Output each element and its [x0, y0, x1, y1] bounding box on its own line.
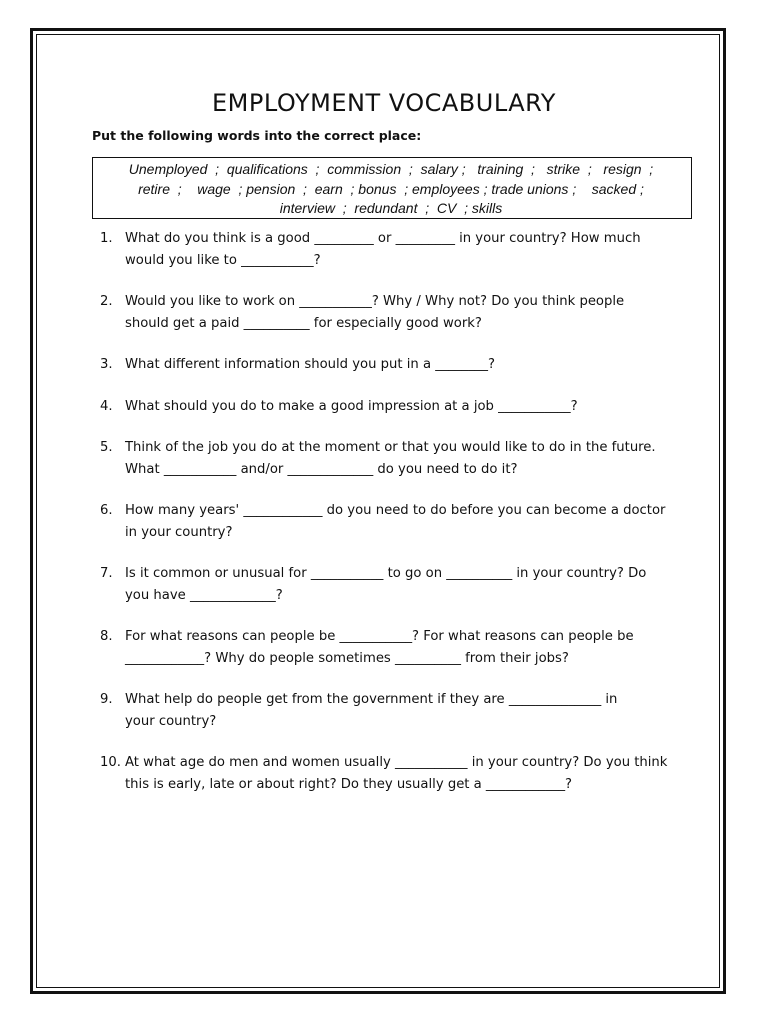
instructions-text: Put the following words into the correct place: — [92, 128, 422, 143]
question-line: you have _____________? — [125, 587, 283, 603]
question-line: What ___________ and/or _____________ do you need to do it? — [125, 461, 518, 477]
word-bank-line: interview ; redundant ; CV ; skills — [279, 200, 503, 216]
question-line: What should you do to make a good impression at a job ___________? — [125, 398, 578, 414]
question-number: 2. — [100, 294, 113, 309]
question-line: Would you like to work on ___________? Why / Why not? Do you think people — [125, 294, 625, 309]
question-number: 3. — [100, 357, 113, 372]
question-item — [100, 752, 686, 795]
question-list — [100, 228, 686, 795]
question-number: 8. — [100, 629, 113, 644]
question-line: in your country? — [125, 524, 233, 540]
question-line: Is it common or unusual for ___________ to go on __________ in your country? Do — [125, 566, 647, 581]
question-number: 4. — [100, 398, 113, 414]
word-bank-box — [92, 157, 692, 219]
question-item — [100, 689, 686, 732]
question-item — [100, 563, 686, 606]
question-number: 1. — [100, 231, 113, 246]
word-bank-line: Unemployed ; qualifications ; commission ; salary ; training ; strike ; resign ; — [128, 161, 654, 177]
question-number: 5. — [100, 440, 113, 455]
word-bank-line: retire ; wage ; pension ; earn ; bonus ; employees ; trade unions ; sacked ; — [138, 180, 644, 197]
question-line: Think of the job you do at the moment or that you would like to do in the future. — [125, 440, 656, 455]
question-line: this is early, late or about right? Do they usually get a ____________? — [125, 776, 573, 792]
question-number: 7. — [100, 566, 113, 581]
question-line: How many years' ____________ do you need to do before you can become a doctor — [125, 503, 666, 518]
question-item — [100, 396, 686, 418]
question-item — [100, 228, 686, 271]
question-item — [100, 626, 686, 669]
question-number: 6. — [100, 503, 113, 518]
question-line: should get a paid __________ for especially good work? — [125, 315, 482, 331]
question-line: your country? — [125, 713, 217, 729]
question-line: At what age do men and women usually ___________ in your country? Do you think — [125, 755, 668, 770]
question-number: 10. — [100, 755, 121, 770]
question-line: What help do people get from the government if they are ______________ in — [125, 692, 618, 707]
question-item — [100, 354, 686, 376]
question-item — [100, 291, 686, 334]
question-line: What do you think is a good _________ or _________ in your country? How much — [125, 231, 641, 246]
question-line: would you like to ___________? — [125, 252, 321, 268]
question-item — [100, 500, 686, 543]
worksheet-title: EMPLOYMENT VOCABULARY — [212, 89, 556, 117]
question-line: For what reasons can people be ___________? For what reasons can people be — [125, 629, 634, 644]
question-line: What different information should you put in a ________? — [125, 357, 495, 372]
question-item — [100, 437, 686, 480]
question-number: 9. — [100, 692, 113, 707]
question-line: ____________? Why do people sometimes __________ from their jobs? — [125, 650, 569, 666]
